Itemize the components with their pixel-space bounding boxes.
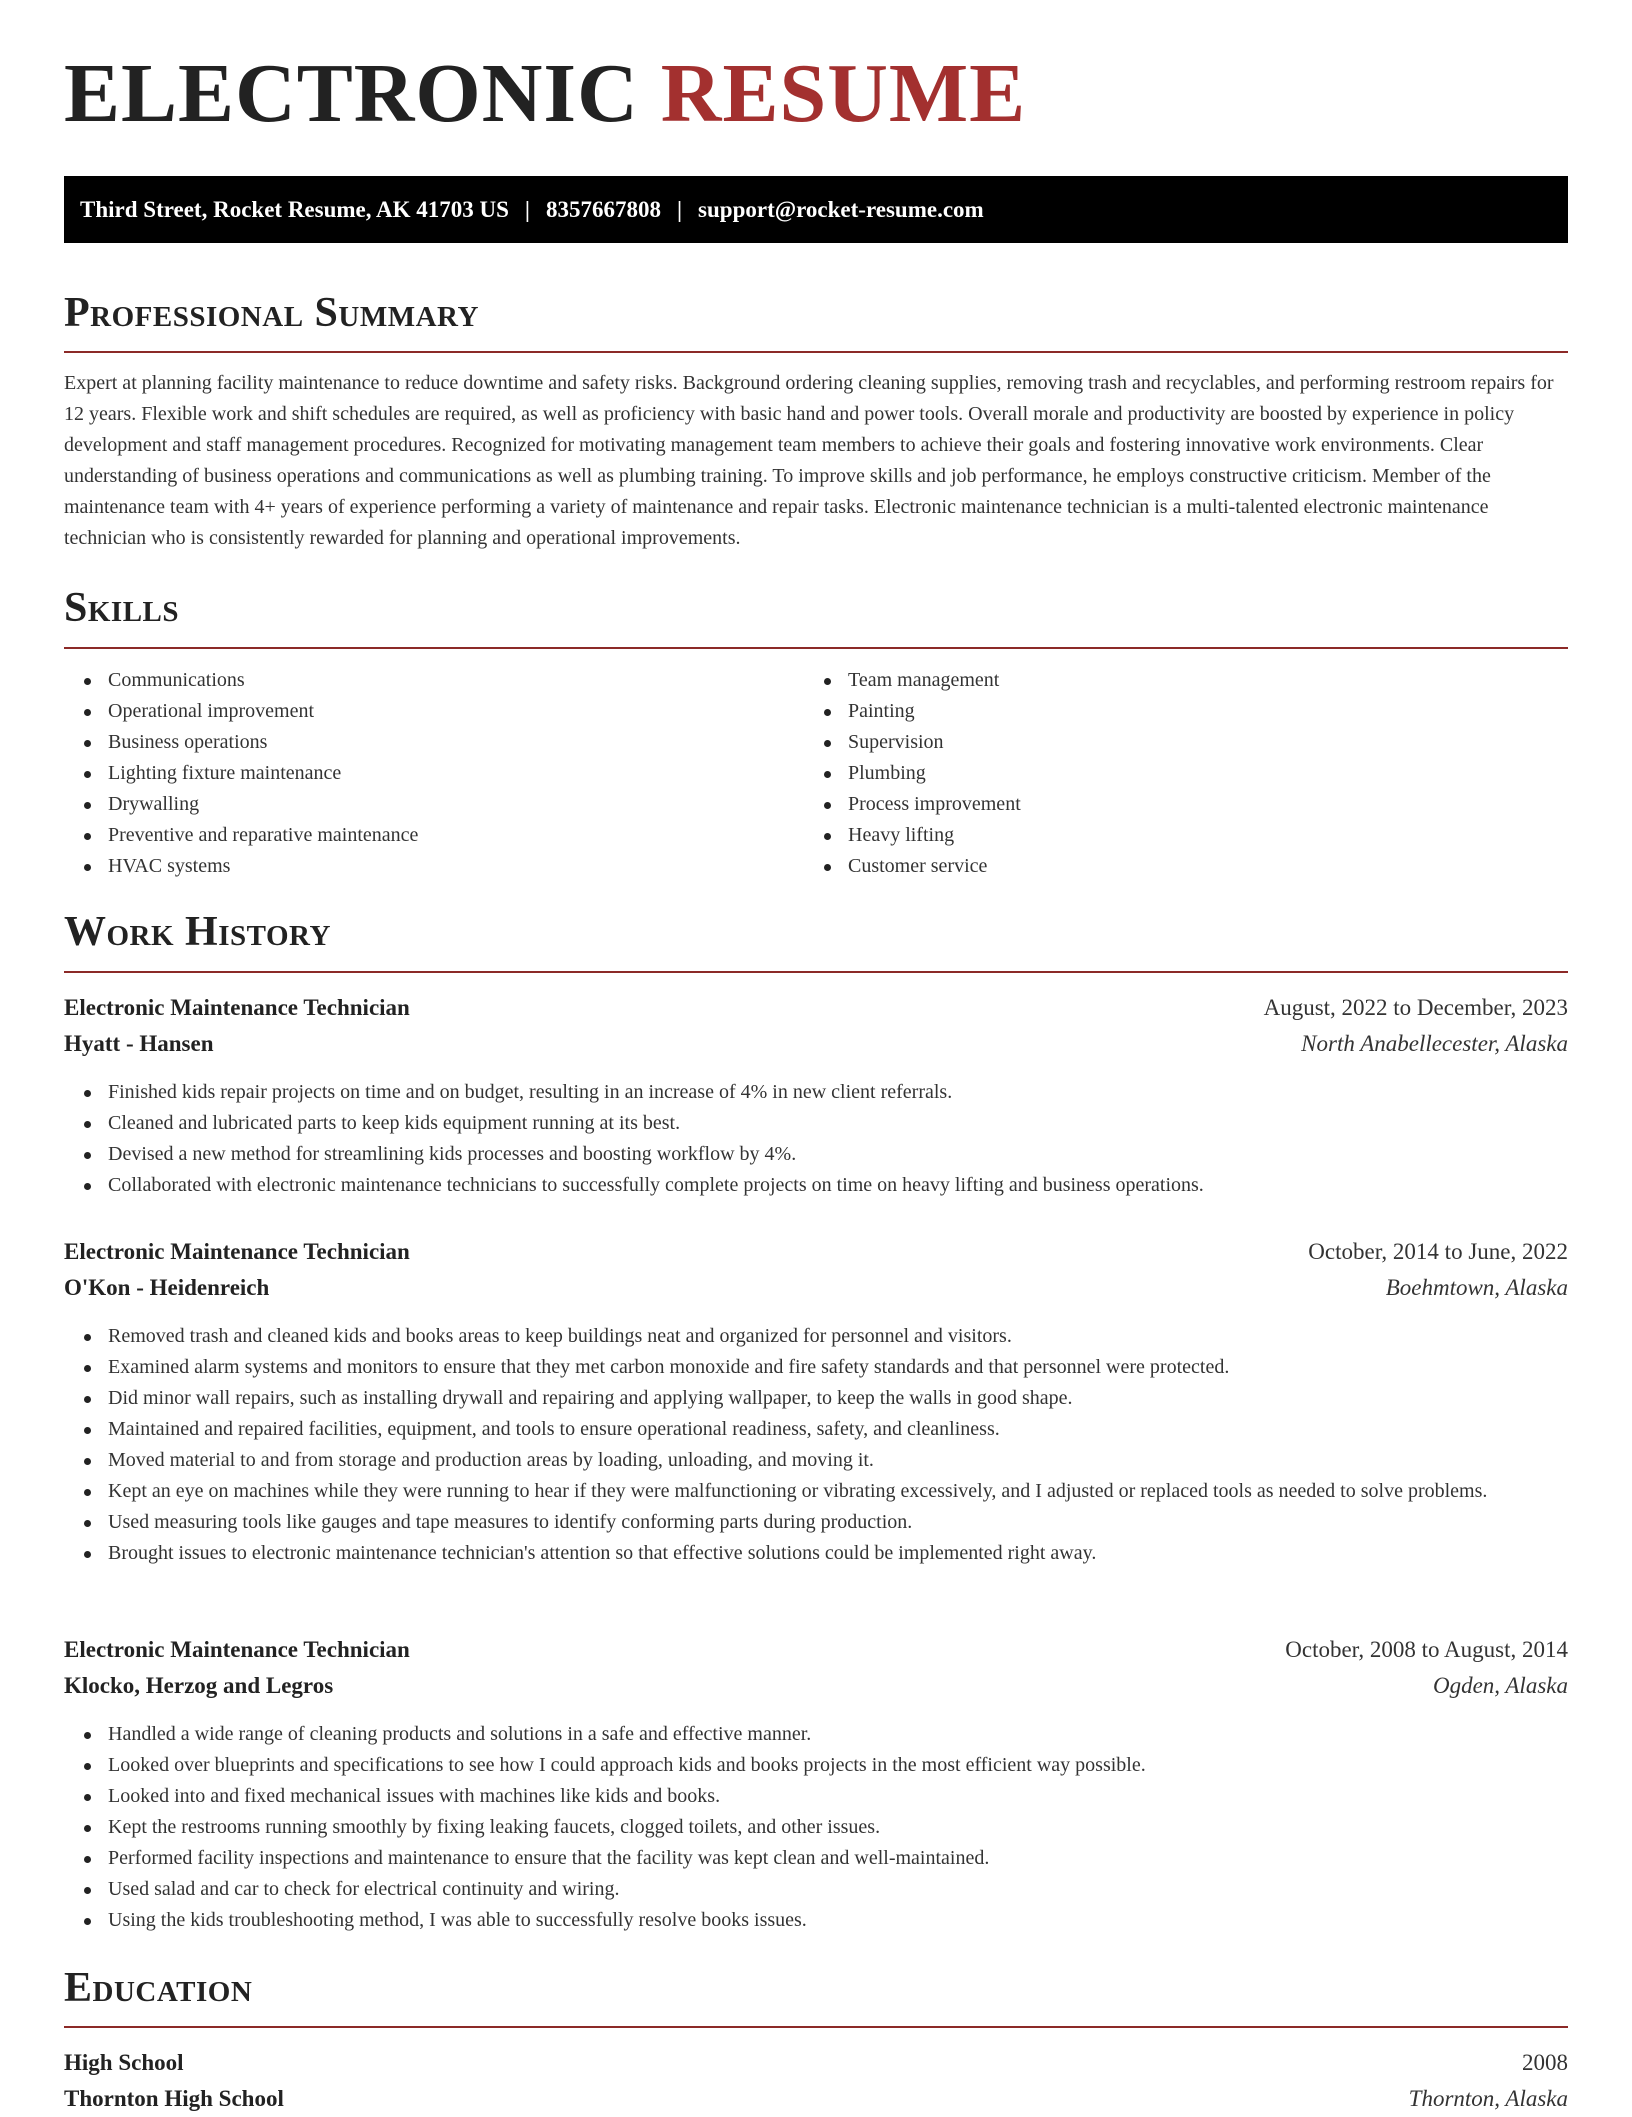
job-responsibilities bbox=[64, 1719, 1568, 1936]
name-last: RESUME bbox=[660, 47, 1027, 140]
responsibility-item: Handled a wide range of cleaning products and solutions in a safe and effective manner. bbox=[64, 1719, 1568, 1750]
responsibility-item: Performed facility inspections and maintenance to ensure that the facility was kept clean and well-maintained. bbox=[64, 1843, 1568, 1874]
summary-heading: Professional Summary bbox=[64, 290, 479, 336]
skill-item: Drywalling bbox=[64, 789, 784, 820]
skill-item: Heavy lifting bbox=[804, 820, 1524, 851]
responsibility-item: Maintained and repaired facilities, equipment, and tools to ensure operational readiness, safety, and cleanliness. bbox=[64, 1414, 1568, 1445]
work-history-divider bbox=[64, 971, 1568, 973]
education-year: 2008 bbox=[1522, 2050, 1568, 2075]
skill-item: Process improvement bbox=[804, 789, 1524, 820]
skill-item: Painting bbox=[804, 696, 1524, 727]
job-header-row bbox=[64, 990, 1568, 1026]
work-history-heading: Work History bbox=[64, 909, 331, 955]
job-header-row bbox=[64, 1632, 1568, 1668]
responsibility-item: Used measuring tools like gauges and tape measures to identify conforming parts during production. bbox=[64, 1507, 1568, 1538]
job-header-row bbox=[64, 1234, 1568, 1270]
job-location: Ogden, Alaska bbox=[1432, 1673, 1568, 1698]
job-company-row bbox=[64, 1668, 1568, 1704]
job-title: Electronic Maintenance Technician bbox=[64, 1637, 410, 1662]
job-dates: August, 2022 to December, 2023 bbox=[1263, 995, 1568, 1020]
skill-item: Preventive and reparative maintenance bbox=[64, 820, 784, 851]
contact-phone: 8357667808 bbox=[545, 196, 661, 222]
education-degree: High School bbox=[64, 2050, 184, 2075]
skills-column-right bbox=[804, 665, 1524, 882]
job-responsibilities bbox=[64, 1321, 1568, 1569]
skill-item: Communications bbox=[64, 665, 784, 696]
resume-name bbox=[64, 47, 1027, 140]
job-company-row bbox=[64, 1270, 1568, 1306]
job-location: North Anabellecester, Alaska bbox=[1301, 1031, 1568, 1056]
contact-bar bbox=[64, 176, 1568, 243]
job-company-row bbox=[64, 1026, 1568, 1062]
contact-email: support@rocket-resume.com bbox=[698, 196, 984, 222]
summary-divider bbox=[64, 351, 1568, 353]
contact-separator: | bbox=[524, 196, 530, 222]
responsibility-item: Collaborated with electronic maintenance technicians to successfully complete projects on time on heavy lifting and business operations. bbox=[64, 1170, 1568, 1201]
skill-item: Customer service bbox=[804, 851, 1524, 882]
skill-item: Lighting fixture maintenance bbox=[64, 758, 784, 789]
skills-divider bbox=[64, 647, 1568, 649]
job-dates: October, 2014 to June, 2022 bbox=[1308, 1239, 1568, 1264]
education-school: Thornton High School bbox=[64, 2086, 284, 2111]
skills-heading: Skills bbox=[64, 585, 180, 631]
name-first: ELECTRONIC bbox=[64, 47, 639, 140]
education-heading: Education bbox=[64, 1965, 253, 2011]
responsibility-item: Looked into and fixed mechanical issues with machines like kids and books. bbox=[64, 1781, 1568, 1812]
responsibility-item: Kept the restrooms running smoothly by fixing leaking faucets, clogged toilets, and other issues. bbox=[64, 1812, 1568, 1843]
responsibility-item: Using the kids troubleshooting method, I was able to successfully resolve books issues. bbox=[64, 1905, 1568, 1936]
responsibility-item: Examined alarm systems and monitors to ensure that they met carbon monoxide and fire safety standards and that personnel were protected. bbox=[64, 1352, 1568, 1383]
skill-item: Plumbing bbox=[804, 758, 1524, 789]
education-header-row bbox=[64, 2045, 1568, 2081]
skill-item: Team management bbox=[804, 665, 1524, 696]
responsibility-item: Cleaned and lubricated parts to keep kids equipment running at its best. bbox=[64, 1108, 1568, 1139]
contact-separator: | bbox=[676, 196, 683, 222]
skill-item: Business operations bbox=[64, 727, 784, 758]
responsibility-item: Moved material to and from storage and production areas by loading, unloading, and moving it. bbox=[64, 1445, 1568, 1476]
contact-address: Third Street, Rocket Resume, AK 41703 US bbox=[80, 196, 509, 222]
responsibility-item: Did minor wall repairs, such as installing drywall and repairing and applying wallpaper, to keep the walls in good shape. bbox=[64, 1383, 1568, 1414]
summary-text: Expert at planning facility maintenance to reduce downtime and safety risks. Background ordering cleaning supplies, removing trash and recyclables, and performing restroom repairs for 12 years. Flexible work and shift schedules are required, as well as proficiency with basic hand and power tools. Overall morale and productivity are boosted by experience in policy development and staff management procedures. Recognized for motivating management team members to achieve their goals and fostering innovative work environments. Clear understanding of business operations and communications as well as plumbing training. To improve skills and job performance, he employs constructive criticism. Member of the maintenance team with 4+ years of experience performing a variety of maintenance and repair tasks. Electronic maintenance technician is a multi-talented electronic maintenance technician who is consistently rewarded for planning and operational improvements. bbox=[64, 372, 1554, 549]
education-divider bbox=[64, 2026, 1568, 2028]
responsibility-item: Kept an eye on machines while they were running to hear if they were malfunctioning or vibrating excessively, and I adjusted or replaced tools as needed to solve problems. bbox=[64, 1476, 1568, 1507]
job-location: Boehmtown, Alaska bbox=[1385, 1275, 1568, 1300]
job-company: Hyatt - Hansen bbox=[64, 1031, 214, 1056]
job-dates: October, 2008 to August, 2014 bbox=[1285, 1637, 1568, 1662]
education-location: Thornton, Alaska bbox=[1408, 2086, 1568, 2111]
job-company: Klocko, Herzog and Legros bbox=[64, 1673, 334, 1698]
skill-item: HVAC systems bbox=[64, 851, 784, 882]
job-title: Electronic Maintenance Technician bbox=[64, 1239, 410, 1264]
responsibility-item: Brought issues to electronic maintenance technician's attention so that effective solutions could be implemented right away. bbox=[64, 1538, 1568, 1569]
responsibility-item: Used salad and car to check for electrical continuity and wiring. bbox=[64, 1874, 1568, 1905]
responsibility-item: Finished kids repair projects on time and on budget, resulting in an increase of 4% in new client referrals. bbox=[64, 1077, 1568, 1108]
job-title: Electronic Maintenance Technician bbox=[64, 995, 410, 1020]
skill-item: Operational improvement bbox=[64, 696, 784, 727]
responsibility-item: Removed trash and cleaned kids and books areas to keep buildings neat and organized for personnel and visitors. bbox=[64, 1321, 1568, 1352]
job-company: O'Kon - Heidenreich bbox=[64, 1275, 270, 1300]
responsibility-item: Devised a new method for streamlining kids processes and boosting workflow by 4%. bbox=[64, 1139, 1568, 1170]
skills-column-left bbox=[64, 665, 784, 882]
skill-item: Supervision bbox=[804, 727, 1524, 758]
responsibility-item: Looked over blueprints and specifications to see how I could approach kids and books projects in the most efficient way possible. bbox=[64, 1750, 1568, 1781]
job-responsibilities bbox=[64, 1077, 1568, 1201]
